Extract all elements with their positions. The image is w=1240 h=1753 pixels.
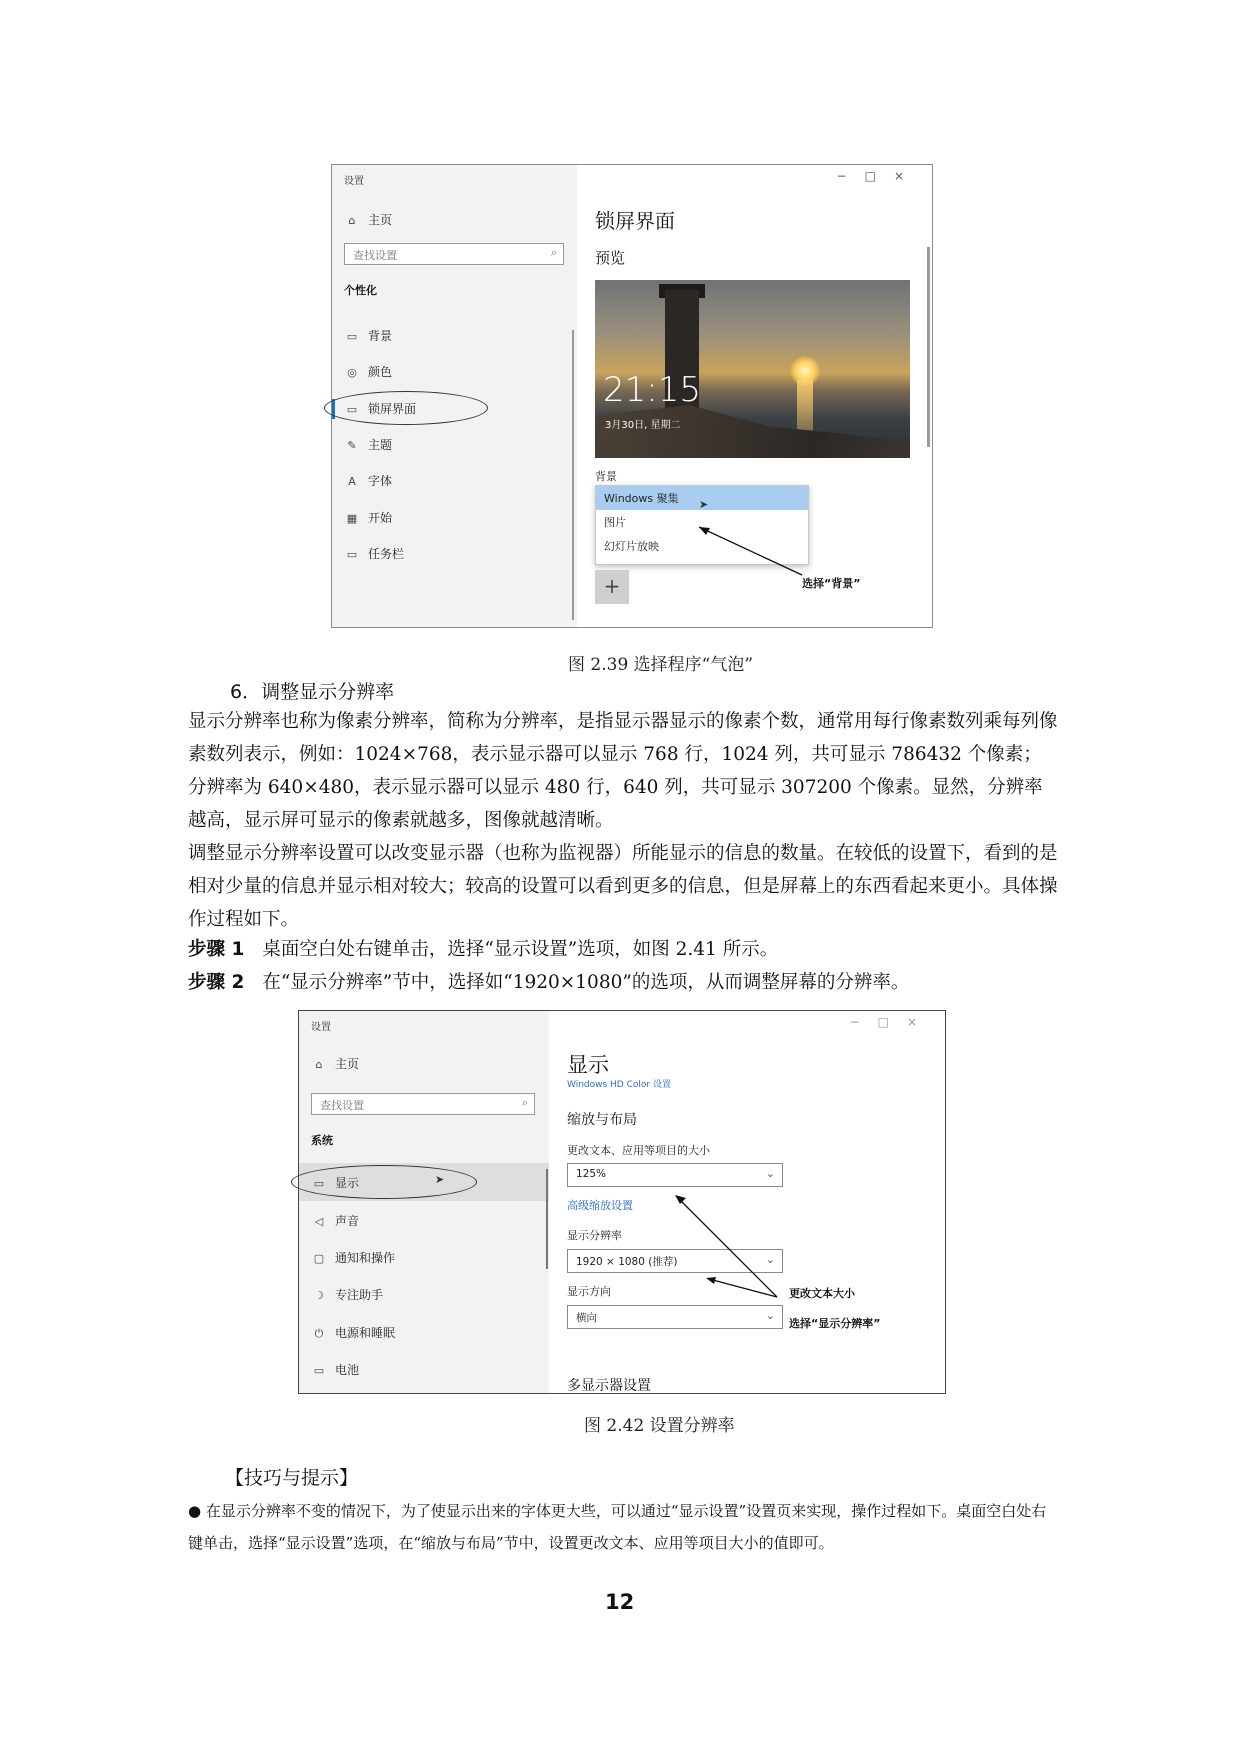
lock-date: 3月30日, 星期二 bbox=[605, 420, 681, 431]
mouse-cursor-icon: ➤ bbox=[699, 498, 709, 511]
callout-select-background: 选择“背景” bbox=[802, 577, 861, 590]
settings-sidebar bbox=[299, 1011, 549, 1393]
notification-icon: ▢ bbox=[313, 1252, 325, 1265]
home-icon: ⌂ bbox=[315, 1058, 323, 1071]
resolution-select[interactable]: 1920 × 1080 (推荐) ⌄ bbox=[567, 1249, 783, 1273]
advanced-scaling-link[interactable]: 高级缩放设置 bbox=[567, 1199, 633, 1212]
nav-display[interactable]: ▭ 显示 bbox=[311, 1174, 359, 1191]
highlight-oval bbox=[324, 391, 488, 425]
nav-fonts[interactable]: A 字体 bbox=[344, 472, 392, 489]
paragraph-resolution-effect: 调整显示分辨率设置可以改变显示器（也称为监视器）所能显示的信息的数量。在较低的设置下，看到的是相对少量的信息并显示相对较大；较高的设置可以看到更多的信息，但是屏幕上的东西看起来更小。具体操作过程如下。 bbox=[188, 843, 1058, 930]
nav-notifications[interactable]: ▢ 通知和操作 bbox=[311, 1249, 395, 1266]
minimize-icon[interactable]: − bbox=[836, 169, 865, 183]
nav-taskbar[interactable]: ▭ 任务栏 bbox=[344, 545, 404, 562]
resolution-label: 显示分辨率 bbox=[567, 1229, 622, 1242]
lock-time: 21:15 bbox=[603, 370, 701, 410]
search-icon: ⌕ bbox=[521, 1096, 528, 1109]
orientation-label: 显示方向 bbox=[567, 1285, 611, 1298]
text-size-select[interactable]: 125% ⌄ bbox=[567, 1163, 783, 1187]
brush-icon: ✎ bbox=[347, 439, 357, 452]
chevron-down-icon: ⌄ bbox=[765, 1309, 775, 1322]
category-heading: 系统 bbox=[311, 1134, 333, 1147]
callout-resolution: 选择“显示分辨率” bbox=[789, 1317, 881, 1330]
maximize-icon[interactable]: □ bbox=[864, 169, 894, 183]
start-icon: ▦ bbox=[346, 512, 358, 525]
nav-start[interactable]: ▦ 开始 bbox=[344, 509, 392, 526]
option-picture[interactable]: 图片 bbox=[604, 516, 626, 529]
nav-colors[interactable]: ◎ 颜色 bbox=[344, 363, 392, 380]
callout-arrow bbox=[577, 165, 932, 627]
step-1-label: 步骤 1 bbox=[188, 939, 245, 960]
lockscreen-icon: ▭ bbox=[346, 403, 358, 416]
palette-icon: ◎ bbox=[347, 366, 357, 379]
nav-home[interactable]: ⌂ 主页 bbox=[344, 211, 392, 228]
minimize-icon[interactable]: − bbox=[849, 1015, 878, 1029]
nav-themes[interactable]: ✎ 主题 bbox=[344, 436, 392, 453]
nav-lockscreen[interactable]: ▭ 锁屏界面 bbox=[344, 400, 416, 417]
step-2: 步骤 2 在“显示分辨率”节中，选择如“1920×1080”的选项，从而调整屏幕的分辨率。 bbox=[188, 972, 910, 993]
hd-color-link-clipped[interactable]: Windows HD Color 设置 bbox=[567, 1080, 671, 1090]
step-1: 步骤 1 桌面空白处右键单击，选择“显示设置”选项，如图 2.41 所示。 bbox=[188, 939, 779, 960]
window-title: 设置 bbox=[344, 176, 364, 187]
option-windows-spotlight[interactable]: Windows 聚集 bbox=[596, 486, 808, 510]
power-icon: ⏻ bbox=[314, 1327, 324, 1340]
section-title: 6．调整显示分辨率 bbox=[230, 681, 395, 703]
sidebar-scrollbar[interactable] bbox=[546, 1169, 548, 1269]
picture-icon: ▭ bbox=[346, 330, 358, 343]
maximize-icon[interactable]: □ bbox=[877, 1015, 907, 1029]
nav-home[interactable]: ⌂ 主页 bbox=[311, 1055, 359, 1072]
display-pane bbox=[549, 1011, 945, 1393]
multi-display-heading: 多显示器设置 bbox=[567, 1378, 651, 1394]
close-icon[interactable]: × bbox=[906, 1015, 935, 1029]
battery-icon: ▭ bbox=[313, 1364, 325, 1377]
background-label: 背景 bbox=[595, 470, 617, 483]
bullet: ● bbox=[188, 1502, 202, 1520]
home-icon: ⌂ bbox=[348, 214, 356, 227]
chevron-down-icon: ⌄ bbox=[765, 1167, 775, 1180]
monitor-icon: ▭ bbox=[313, 1177, 325, 1190]
tips-paragraph: ● 在显示分辨率不变的情况下，为了使显示出来的字体更大些，可以通过“显示设置”设置页来实现，操作过程如下。桌面空白处右键单击，选择“显示设置”选项，在“缩放与布局”节中，设置更改文本、应用等项目大小的值即可。 bbox=[188, 1502, 1047, 1552]
nav-background[interactable]: ▭ 背景 bbox=[344, 327, 392, 344]
moon-icon: ☽ bbox=[314, 1289, 324, 1302]
lockscreen-settings-figure bbox=[331, 164, 933, 628]
display-settings-figure bbox=[298, 1010, 946, 1394]
page-title: 显示 bbox=[567, 1053, 609, 1077]
callout-text-size: 更改文本大小 bbox=[789, 1287, 855, 1300]
preview-label: 预览 bbox=[595, 249, 626, 267]
step-2-label: 步骤 2 bbox=[188, 972, 245, 993]
add-button[interactable]: + bbox=[595, 570, 629, 604]
search-input[interactable]: 查找设置 ⌕ bbox=[344, 243, 564, 265]
nav-focus-assist[interactable]: ☽ 专注助手 bbox=[311, 1286, 383, 1303]
figure2-caption: 图 2.42 设置分辨率 bbox=[584, 1416, 735, 1436]
chevron-down-icon: ⌄ bbox=[765, 1253, 775, 1266]
tips-title: 【技巧与提示】 bbox=[225, 1467, 359, 1489]
option-slideshow[interactable]: 幻灯片放映 bbox=[604, 540, 659, 553]
close-icon[interactable]: × bbox=[893, 169, 922, 183]
taskbar-icon: ▭ bbox=[346, 548, 358, 561]
lockscreen-pane bbox=[577, 165, 932, 627]
search-input[interactable]: 查找设置 ⌕ bbox=[311, 1093, 535, 1115]
nav-battery[interactable]: ▭ 电池 bbox=[311, 1361, 359, 1378]
search-icon: ⌕ bbox=[550, 246, 557, 259]
sidebar-scrollbar[interactable] bbox=[572, 330, 574, 620]
speaker-icon: ◁ bbox=[314, 1215, 324, 1228]
page-title: 锁屏界面 bbox=[595, 209, 675, 233]
orientation-select[interactable]: 横向 ⌄ bbox=[567, 1305, 783, 1329]
text-size-label: 更改文本、应用等项目的大小 bbox=[567, 1144, 710, 1157]
paragraph-resolution-intro: 显示分辨率也称为像素分辨率，简称为分辨率，是指显示器显示的像素个数，通常用每行像素数列乘每列像素数列表示，例如：1024×768，表示显示器可以显示 768 行，1024 列，共可显示 786432 个像素；分辨率为 640×480，表示显示器可以显示 480 行，640 列，共可显示 307200 个像素。显然，分辨率越高，显示屏可显示的像素就越多，图像就越清晰。 bbox=[188, 711, 1058, 831]
font-icon: A bbox=[348, 475, 356, 488]
highlight-oval bbox=[291, 1165, 477, 1199]
settings-sidebar bbox=[332, 165, 577, 627]
figure1-caption: 图 2.39 选择程序“气泡” bbox=[568, 655, 754, 675]
mouse-cursor-icon: ➤ bbox=[435, 1173, 445, 1186]
callout-arrows bbox=[549, 1011, 945, 1393]
nav-sound[interactable]: ◁ 声音 bbox=[311, 1212, 359, 1229]
page-number: 12 bbox=[605, 1590, 635, 1614]
scale-layout-heading: 缩放与布局 bbox=[567, 1112, 637, 1128]
category-heading: 个性化 bbox=[344, 284, 377, 297]
window-title: 设置 bbox=[311, 1022, 331, 1033]
nav-power-sleep[interactable]: ⏻ 电源和睡眠 bbox=[311, 1324, 395, 1341]
